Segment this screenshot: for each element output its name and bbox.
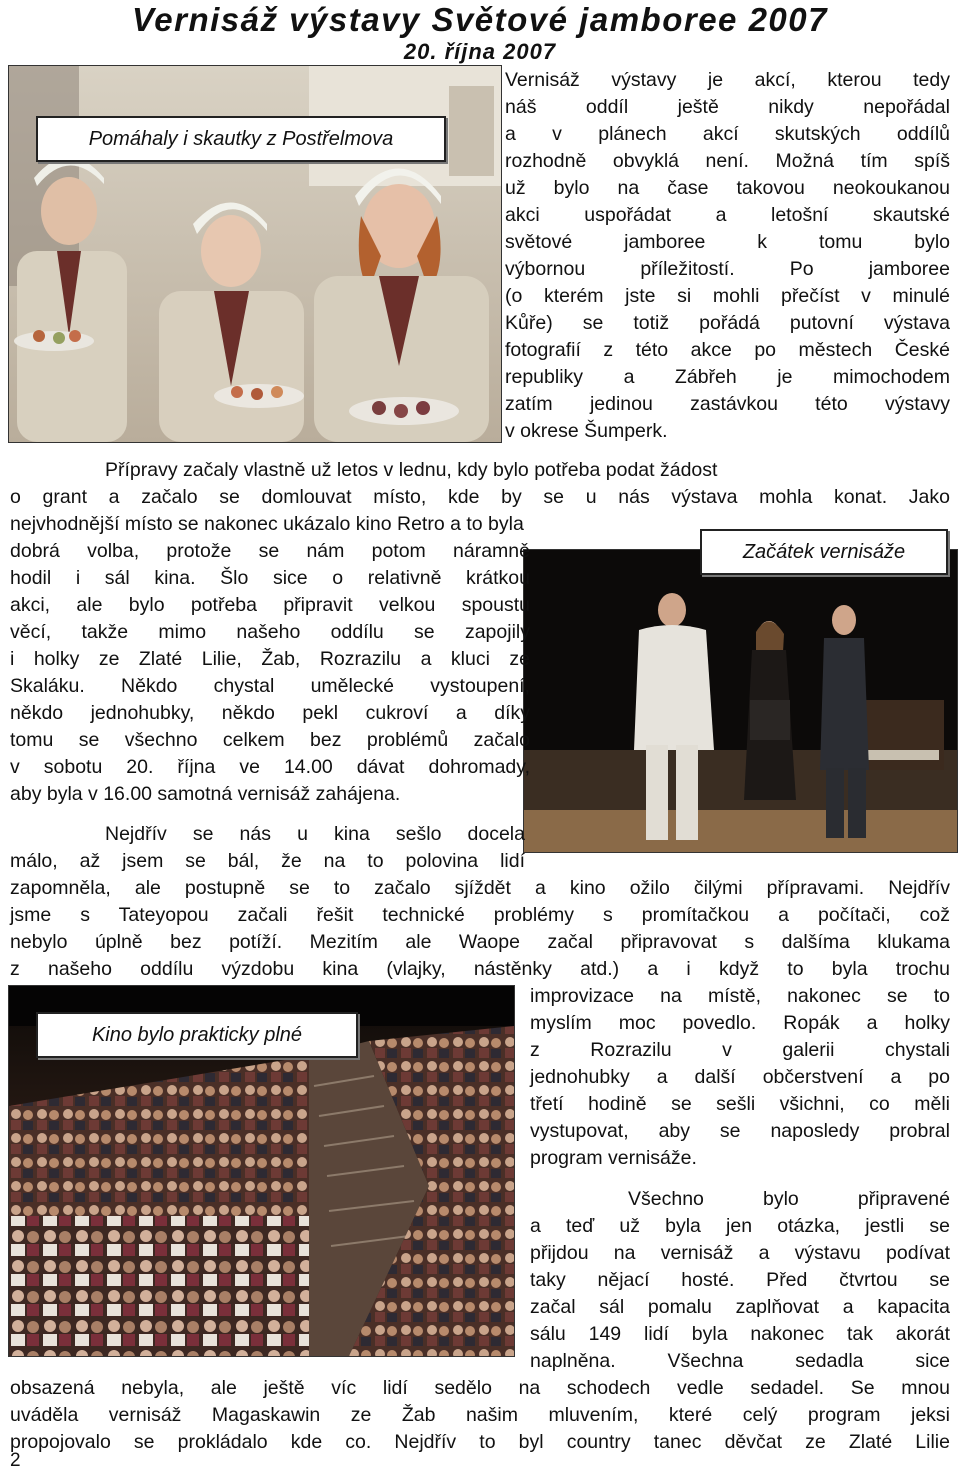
text-line: Nejdřív se nás u kina sešlo docela <box>105 823 525 845</box>
text-line: Kůře) se totiž pořádá putovní výstava <box>505 312 950 334</box>
text-line: a v plánech akcí skutských oddílů <box>505 123 950 145</box>
text-line: přijdou na vernisáž a výstavu podívat <box>530 1242 950 1264</box>
text-line: zatím jedinou zastávkou této výstavy <box>505 393 950 415</box>
text-line: o grant a začalo se domlouvat místo, kde by se u nás výstava mohla konat. Jako <box>10 486 950 508</box>
text-line: improvizace na místě, nakonec se to <box>530 985 950 1007</box>
text-line: z našeho oddílu výzdobu kina (vlajky, nástěnky atd.) a i když to byla trochu <box>10 958 950 980</box>
text-line: dobrá volba, protože se nám potom náramně <box>10 540 530 562</box>
page-number: 2 <box>10 1450 21 1471</box>
text-line: a teď už byla jen otázka, jestli se <box>530 1215 950 1237</box>
text-line: z Rozrazilu v galerii chystali <box>530 1039 950 1061</box>
photo-caption-audience: Kino bylo prakticky plné <box>36 1012 358 1058</box>
text-line: Přípravy začaly vlastně už letos v lednu, kdy bylo potřeba podat žádost <box>105 459 718 481</box>
text-line: v okrese Šumperk. <box>505 420 668 442</box>
text-line: fotografií z této akce po městech České <box>505 339 950 361</box>
text-line: republiky a Zábřeh je mimochodem <box>505 366 950 388</box>
text-line: propojovalo se prokládalo kde co. Nejdřív to byl country tanec děvčat ze Zlaté Lilie <box>10 1431 950 1453</box>
text-line: v sobotu 20. října ve 14.00 dávat dohromady, <box>10 756 530 778</box>
text-line: akci uspořádat a letošní skautské <box>505 204 950 226</box>
text-line: taky nějací hosté. Před čtvrtou se <box>530 1269 950 1291</box>
text-line: Skaláku. Někdo chystal umělecké vystoupení, <box>10 675 530 697</box>
text-line: obsazená nebyla, ale ještě víc lidí sedělo na schodech vedle sedadel. Se mnou <box>10 1377 950 1399</box>
article-date: 20. října 2007 <box>403 39 557 64</box>
text-line: myslím moc povedlo. Ropák a holky <box>530 1012 950 1034</box>
text-line: výbornou příležitostí. Po jamboree <box>505 258 950 280</box>
text-line: vystupovat, aby se naposledy probral <box>530 1120 950 1142</box>
text-line: začal sál pomalu zaplňovat a kapacita <box>530 1296 950 1318</box>
text-line: nejvhodnější místo se nakonec ukázalo kino Retro a to byla <box>10 513 524 535</box>
text-line: aby byla v 16.00 samotná vernisáž zahájena. <box>10 783 401 805</box>
text-line: naplněna. Všechna sedadla sice <box>530 1350 950 1372</box>
text-line: jednohubky a další občerstvení a po <box>530 1066 950 1088</box>
text-line: rozhodně obvyklá není. Možná tím spíš <box>505 150 950 172</box>
text-line: už bylo na čase takovou neokoukanou <box>505 177 950 199</box>
text-line: třetí hodině se sešli všichni, co měli <box>530 1093 950 1115</box>
text-line: (o kterém jste si mohli přečíst v minulé <box>505 285 950 307</box>
text-line: akci, ale bylo potřeba připravit velkou spoustu <box>10 594 530 616</box>
text-line: sálu 149 lidí byla nakonec tak akorát <box>530 1323 950 1345</box>
text-line: i holky ze Zlaté Lilie, Žab, Rozrazilu a kluci ze <box>10 648 530 670</box>
text-line: Všechno bylo připravené <box>628 1188 950 1210</box>
text-line: uváděla vernisáž Magaskawin ze Žab našim mluvením, které celý program jeksi <box>10 1404 950 1426</box>
text-line: Vernisáž výstavy je akcí, kterou tedy <box>505 69 950 91</box>
text-line: někdo jednohubky, někdo pekl cukroví a díky <box>10 702 530 724</box>
text-line: jsme s Tateyopou začali řešit technické problémy s promítačkou a počítači, což <box>10 904 950 926</box>
text-line: zapomněla, ale postupně se to začalo sjíždět a kino ožilo čilými přípravami. Nejdřív <box>10 877 950 899</box>
text-line: nebylo úplně bez potíží. Mezitím ale Waope začal připravovat s dalšíma klukama <box>10 931 950 953</box>
photo-stage <box>523 549 958 853</box>
stage-photo-illustration <box>524 550 957 852</box>
text-line: hodil i sál kina. Šlo sice o relativně krátkou <box>10 567 530 589</box>
text-line: věcí, takže mimo našeho oddílu se zapojily <box>10 621 530 643</box>
text-line: náš oddíl ještě nikdy nepořádal <box>505 96 950 118</box>
photo-caption-stage: Začátek vernisáže <box>700 529 948 575</box>
text-line: světové jamboree k tomu bylo <box>505 231 950 253</box>
text-line: málo, až jsem se bál, že na to polovina lidí <box>10 850 525 872</box>
photo-caption-scouts: Pomáhaly i skautky z Postřelmova <box>36 116 446 162</box>
text-line: program vernisáže. <box>530 1147 697 1169</box>
text-line: tomu se všechno celkem bez problémů začalo <box>10 729 530 751</box>
article-title: Vernisáž výstavy Světové jamboree 2007 <box>131 1 828 38</box>
